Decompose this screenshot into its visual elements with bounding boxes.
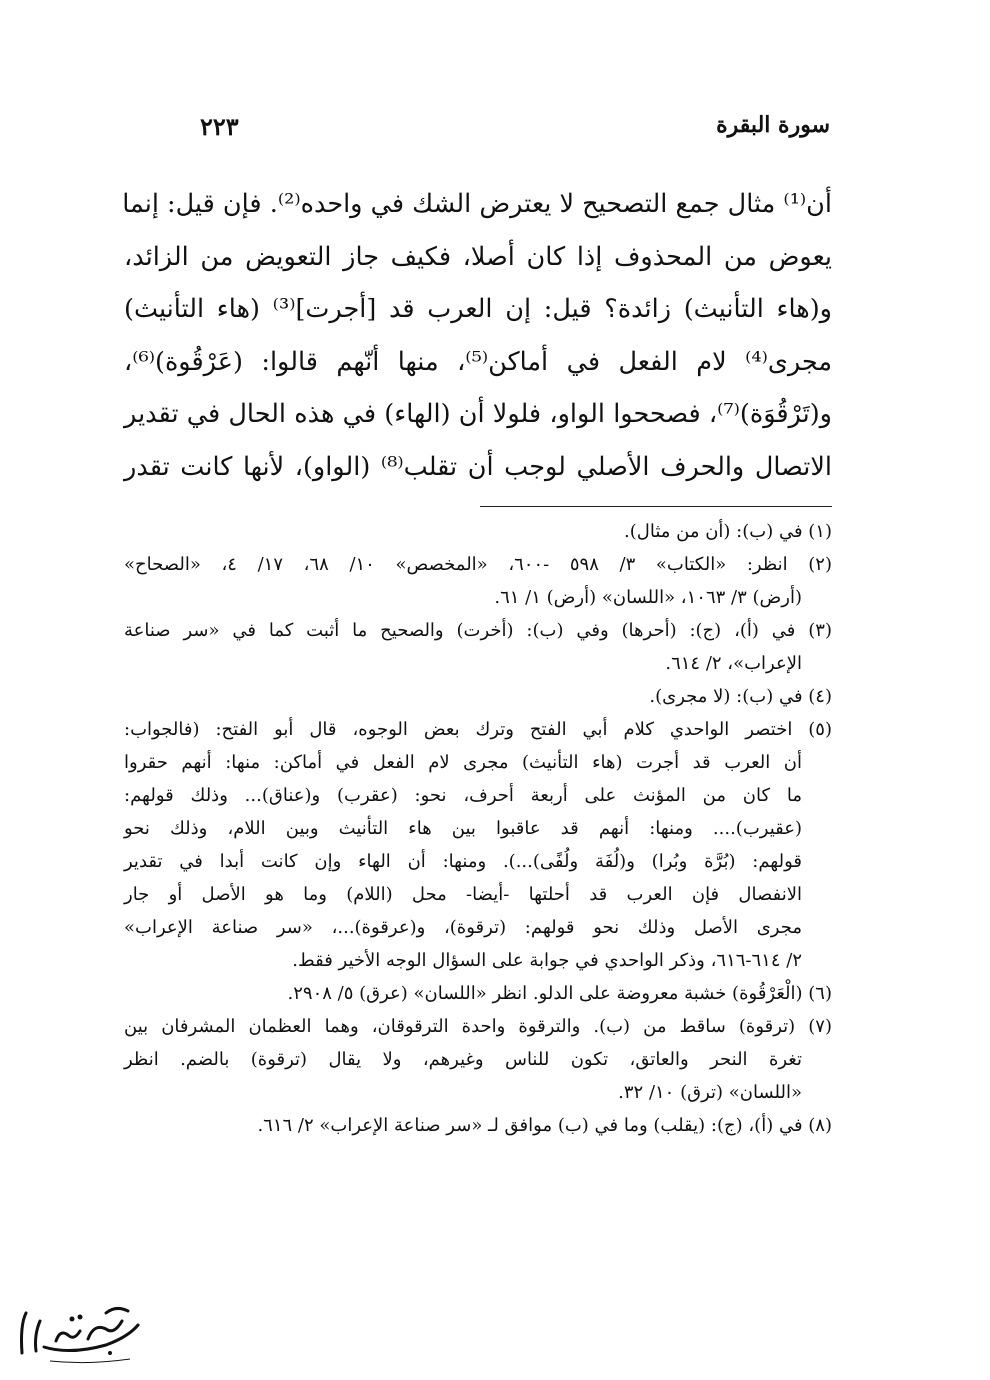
page-header (200, 112, 830, 152)
body-line: يعوض من المحذوف إذا كان أصلا، فكيف جاز التعويض من الزائد، (124, 241, 832, 272)
footnote-line: مجرى الأصل وذلك نحو قولهم: (ترقوة)، و(عرقوة)...، «سر صناعة الإعراب» (124, 917, 802, 938)
page-number: ٢٢٣ (200, 112, 239, 141)
body-line: أن⁽¹⁾ مثال جمع التصحيح لا يعترض الشك في واحده⁽²⁾. فإن قيل: إنما (122, 189, 832, 219)
surah-title: سورة البقرة (716, 112, 830, 138)
body-line: و(تَرْقُوَة)⁽⁷⁾، فصححوا الواو، فلولا أن (الهاء) في هذه الحال في تقدير (124, 399, 832, 429)
footnote-7 (124, 1010, 832, 1109)
footnote-line: «اللسان» (ترق) ١٠/ ٣٢. (618, 1082, 802, 1103)
footnote-2 (124, 548, 832, 614)
footnote-1 (124, 515, 832, 548)
footnote-line: (٨) في (أ)، (ج): (يقلب) وما في (ب) موافق لـ «سر صناعة الإعراب» ٢/ ٦١٦. (257, 1115, 832, 1136)
footnote-line: (٥) اختصر الواحدي كلام أبي الفتح وترك بعض الوجوه، قال أبو الفتح: (فالجواب: (124, 719, 832, 740)
calligraphy-logo (10, 1295, 150, 1367)
main-text (124, 178, 832, 493)
footnote-line: (٣) في (أ)، (ج): (أحرها) وفي (ب): (أخرت) والصحيح ما أثبت كما في «سر صناعة (124, 620, 832, 641)
footnote-line: ٢/ ٦١٤-٦١٦، وذكر الواحدي في جوابة على السؤال الوجه الأخير فقط. (292, 950, 802, 971)
footnote-line: (٤) في (ب): (لا مجرى). (649, 686, 832, 707)
footnote-line: الانفصال فإن العرب قد أحلتها -أيضا- محل (اللام) وما هو الأصل أو جار (124, 884, 802, 905)
footnote-line: (١) في (ب): (أن من مثال). (624, 521, 832, 542)
footnote-4 (124, 680, 832, 713)
footnote-3 (124, 614, 832, 680)
footnote-line: (عقيرب).... ومنها: أنهم قد عاقبوا بين هاء التأنيث وبين اللام، وذلك نحو (124, 818, 802, 839)
footnote-6 (124, 977, 832, 1010)
footnote-separator (480, 506, 832, 507)
footnote-line: الإعراب»، ٢/ ٦١٤. (665, 653, 802, 674)
footnote-line: أن العرب قد أجرت (هاء التأنيث) مجرى لام الفعل في أماكن: منها: أنهم حقروا (124, 752, 802, 773)
body-line: و(هاء التأنيث) زائدة؟ قيل: إن العرب قد [أجرت]⁽³⁾ (هاء التأنيث) (124, 294, 833, 324)
footnote-line: (٧) (ترقوة) ساقط من (ب). والترقوة واحدة الترقوقان، وهما العظمان المشرفان بين (124, 1016, 832, 1037)
body-line: الاتصال والحرف الأصلي لوجب أن تقلب⁽⁸⁾ (الواو)، لأنها كانت تقدر (124, 451, 832, 482)
footnotes (124, 515, 832, 1142)
footnote-line: (٦) (الْعَرْقُوة) خشبة معروضة على الدلو. انظر «اللسان» (عرق) ٥/ ٢٩٠٨. (287, 983, 832, 1004)
footnote-5 (124, 713, 832, 977)
footnote-line: (أرض) ٣/ ١٠٦٣، «اللسان» (أرض) ١/ ٦١. (494, 587, 802, 608)
footnote-line: قولهم: (بُرَّة وبُرا) و(لُفَة ولُفًى)...). ومنها: أن الهاء وإن كانت أبدا في تقدير (124, 851, 802, 872)
footnote-line: تغرة النحر والعاتق، تكون للناس وغيرهم، ولا يقال (ترقوة) بالضم. انظر (124, 1049, 802, 1070)
footnote-8 (124, 1109, 832, 1142)
footnote-line: ما كان من المؤنث على أربعة أحرف، نحو: (عقرب) و(عناق)... وذلك قولهم: (124, 785, 802, 806)
footnote-line: (٢) انظر: «الكتاب» ٣/ ٥٩٨ -٦٠٠، «المخصص» ١٠/ ٦٨، ١٧/ ٤، «الصحاح» (124, 554, 832, 575)
body-line: مجرى⁽⁴⁾ لام الفعل في أماكن⁽⁵⁾، منها أنّهم قالوا: (عَرْقُوة)⁽⁶⁾، (124, 346, 833, 377)
